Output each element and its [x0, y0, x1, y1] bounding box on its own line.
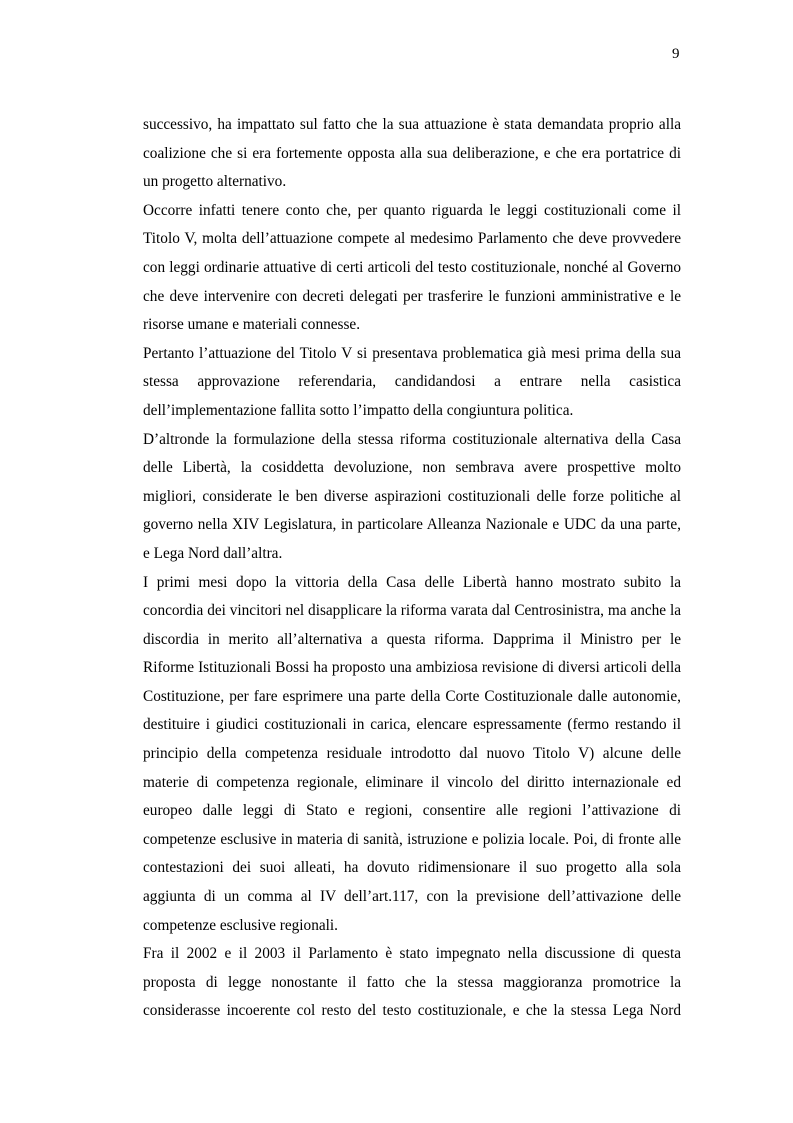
page-number: 9 [672, 46, 680, 62]
paragraph: Fra il 2002 e il 2003 il Parlamento è stato impegnato nella discussione di questa proposta di legge nonostante il fatto che la stessa maggioranza promotrice la considerasse incoerente col resto del testo costituzionale, e che la stessa Lega Nord [143, 945, 681, 1020]
paragraph: D’altronde la formulazione della stessa riforma costituzionale alternativa della Casa delle Libertà, la cosiddetta devoluzione, non sembrava avere prospettive molto migliori, considerate le ben diverse aspirazioni costituzionali delle forze politiche al governo nella XIV Legislatura, in particolare Alleanza Nazionale e UDC da una parte, e Lega Nord dall’altra. [143, 430, 681, 562]
paragraph: successivo, ha impattato sul fatto che la sua attuazione è stata demandata proprio alla coalizione che si era fortemente opposta alla sua deliberazione, e che era portatrice di un progetto alternativo. [143, 116, 681, 191]
paragraph: Pertanto l’attuazione del Titolo V si presentava problematica già mesi prima della sua stessa approvazione referendaria, candidandosi a entrare nella casistica dell’implementazione fallita sotto l’impatto della congiuntura politica. [143, 344, 681, 419]
paragraph: Occorre infatti tenere conto che, per quanto riguarda le leggi costituzionali come il Titolo V, molta dell’attuazione compete al medesimo Parlamento che deve provvedere con leggi ordinarie attuative di certi articoli del testo costituzionale, nonché al Governo che deve intervenire con decreti delegati per trasferire le funzioni amministrative e le risorse umane e materiali connesse. [143, 201, 681, 334]
paragraph: I primi mesi dopo la vittoria della Casa delle Libertà hanno mostrato subito la concordia dei vincitori nel disapplicare la riforma varata dal Centrosinistra, ma anche la discordia in merito all’alternativa a questa riforma. Dapprima il Ministro per le Riforme Istituzionali Bossi ha proposto una ambiziosa revisione di diversi articoli della Costituzione, per fare esprimere una parte della Corte Costituzionale dalle autonomie, destituire i giudici costituzionali in carica, elencare espressamente (fermo restando il principio della competenza residuale introdotto dal nuovo Titolo V) alcune delle materie di competenza regionale, eliminare il vincolo del diritto internazionale ed europeo dalle leggi di Stato e regioni, consentire alle regioni l’attivazione di competenze esclusive in materia di sanità, istruzione e polizia locale. Poi, di fronte alle contestazioni dei suoi alleati, ha dovuto ridimensionare il suo progetto alla sola aggiunta di un comma al IV dell’art.117, con la previsione dell’attivazione delle competenze esclusive regionali. [143, 573, 681, 934]
document-body [143, 111, 681, 1026]
